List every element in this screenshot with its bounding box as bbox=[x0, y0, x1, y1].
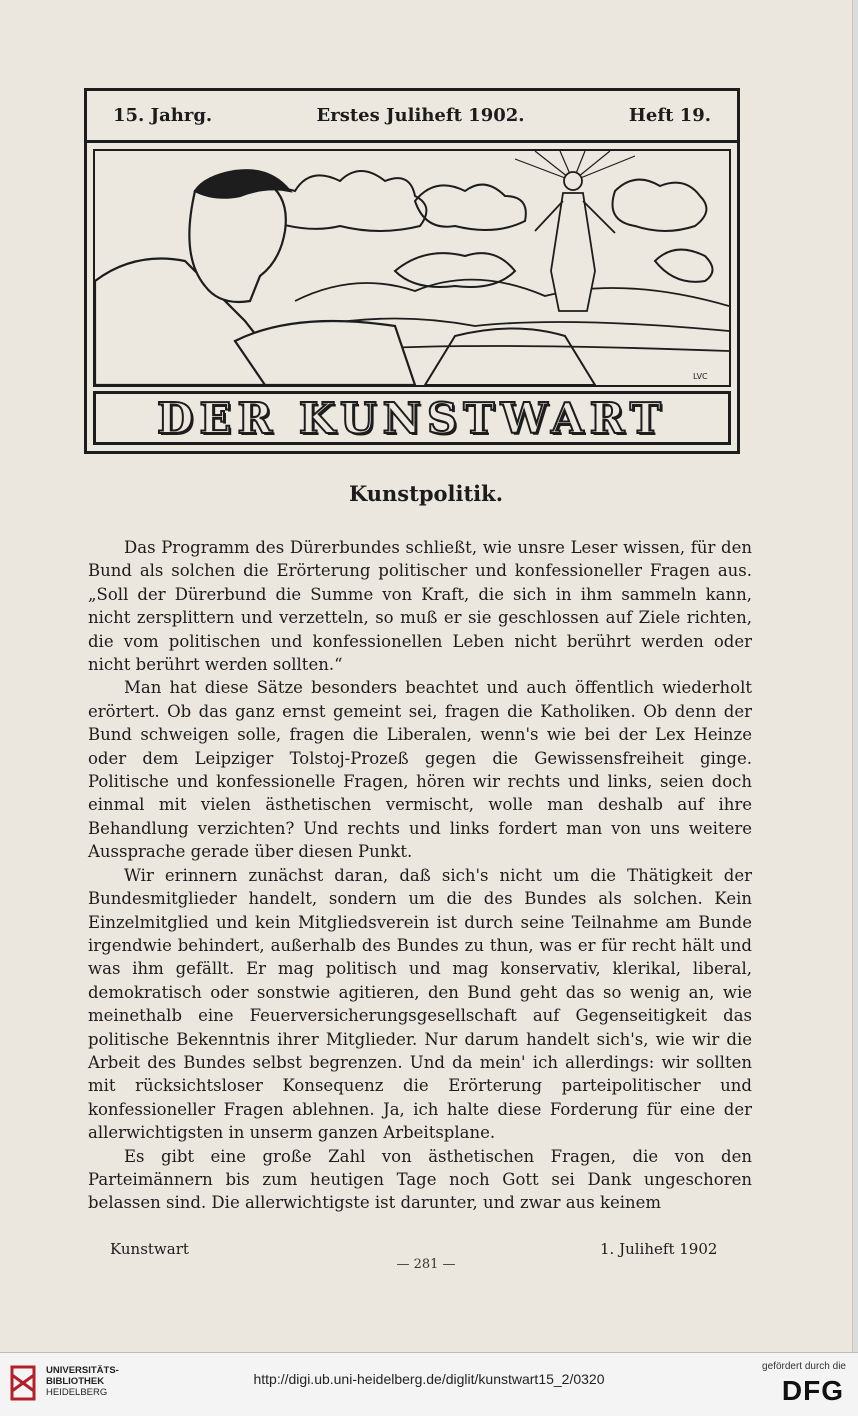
running-footer-title: Kunstwart bbox=[110, 1240, 189, 1258]
issue-date: Erstes Juliheft 1902. bbox=[316, 105, 525, 126]
viewer-footer bbox=[0, 1352, 858, 1416]
paragraph: Wir erinnern zunächst daran, daß sich's nicht um die Thätigkeit der Bundesmitglieder handelt, sondern um die des Bundes als solchen. Kein Einzelmitglied und kein Mitgliedsverein ist durch seine Teilnahme am Bunde irgendwie behindert, außerhalb des Bundes zu thun, was er für recht hält und was ihm gefällt. Er mag politisch und mag konservativ, klerikal, liberal, demokratisch oder sonstwie agitieren, den Bund geht das so wenig an, wie meinethalb eine Feuerversicherungsgesellschaft auf Gegenseitigkeit das politische Bekenntnis ihrer Mitglieder. Nur darum handelt sich's, wie wir die Arbeit des Bundes selbst begrenzen. Und da mein' ich allerdings: wir sollten mit rücksichtsloser Konsequenz die Erörterung parteipolitischer und konfessioneller Fragen ablehnen. Ja, ich halte diese Forderung für eine der allerwichtigsten in unserm ganzen Arbeitsplane. bbox=[88, 865, 752, 1143]
article-title: Kunstpolitik. bbox=[348, 481, 504, 506]
illustration-drawing bbox=[95, 151, 729, 385]
paragraph: Es gibt eine große Zahl von ästhetischen Fragen, die von den Parteimännern bis zum heutigen Tage noch Gott sei Dank ungeschoren belassen sind. Die allerwichtigste ist darunter, und zwar aus keinem bbox=[88, 1146, 752, 1213]
funding-label: gefördert durch die bbox=[762, 1361, 846, 1372]
masthead-title: DER KUNSTWART bbox=[93, 391, 731, 445]
paragraph: Das Programm des Dürerbundes schließt, wie unsre Leser wissen, für den Bund als solchen die Erörterung politischer und konfessioneller Fragen aus. „Soll der Dürerbund die Summe von Kraft, die sich in ihm sammeln kann, nicht zersplittern und verzetteln, so muß er sie geschlossen auf Ziele richten, die vom politischen und konfessionellen Leben nicht berührt werden oder nicht berührt werden sollten.“ bbox=[88, 538, 752, 675]
issue-bar bbox=[87, 91, 737, 143]
issue-number: Heft 19. bbox=[628, 105, 711, 126]
illustration-signature: LVC bbox=[693, 372, 708, 381]
header-illustration bbox=[93, 149, 731, 387]
source-url-link[interactable]: http://digi.ub.uni-heidelberg.de/diglit/kunstwart15_2/0320 bbox=[253, 1371, 605, 1387]
paragraph: Man hat diese Sätze besonders beachtet und auch öffentlich wiederholt erörtert. Ob das ganz ernst gemeint sei, fragen die Katholiken. Ob denn der Bund schweigen solle, fragen die Liberalen, wenn's wie bei der Lex Heinze oder dem Leipziger Tolstoj-Prozeß gegen die Gewissensfreiheit ginge. Politische und konfessionelle Fragen, hören wir rechts und links, seien doch einmal mit vielen ästhetischen vermischt, wolle man deshalb auf ihre Behandlung verzichten? Und rechts und links fordert man von uns weitere Aussprache gerade über diesen Punkt. bbox=[88, 678, 752, 862]
page-number: — 281 — bbox=[396, 1257, 456, 1272]
dfg-logo[interactable]: DFG bbox=[781, 1375, 844, 1406]
masthead-frame bbox=[84, 88, 740, 454]
volume-label: 15. Jahrg. bbox=[113, 105, 213, 126]
article-body bbox=[88, 536, 752, 1215]
running-footer-issue: 1. Juliheft 1902 bbox=[600, 1240, 718, 1258]
library-name[interactable]: UNIVERSITÄTS- BIBLIOTHEK HEIDELBERG bbox=[46, 1365, 119, 1398]
